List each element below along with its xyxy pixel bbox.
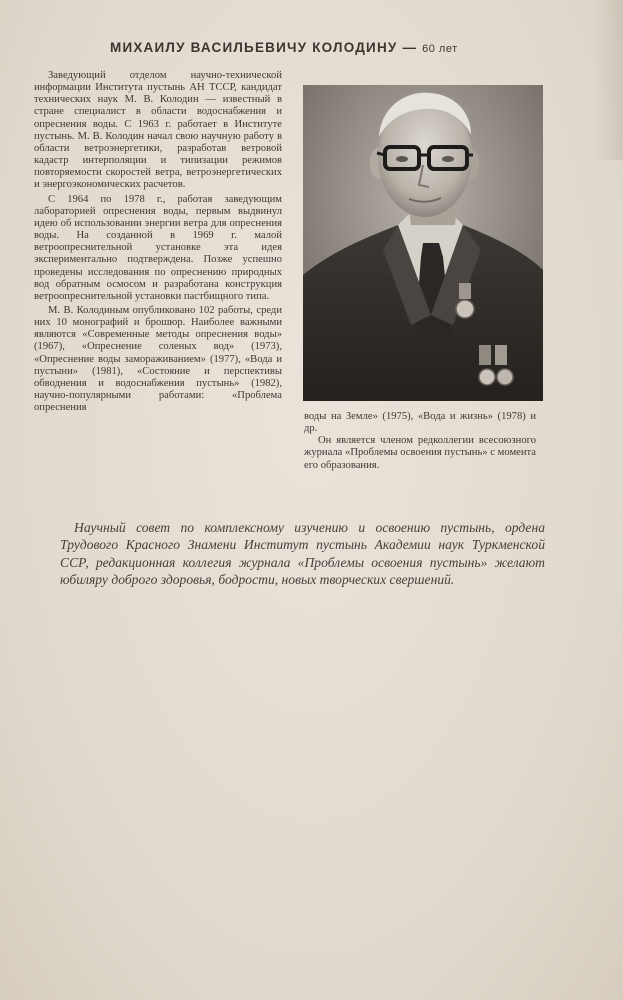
title-name: МИХАИЛУ ВАСИЛЬЕВИЧУ КОЛОДИНУ — <box>110 40 418 55</box>
greeting-text: Научный совет по комплексному изучению и освоению пустынь, ордена Трудового Красного Знамени Институт пустынь Академии наук Туркменской ССР, редакционная коллегия журнала «Проблемы освоения пустынь» желают юбиляру доброго здоровья, бодрости, новых творческих свершений. <box>60 520 545 588</box>
article-paragraph: Он является членом редколлегии всесоюзного журнала «Проблемы освоения пустынь» с момента его образования. <box>304 435 536 471</box>
title-age: 60 лет <box>422 43 458 55</box>
article-paragraph: С 1964 по 1978 г., работая заведующим лабораторией опреснения воды, первым выдвинул идею об использовании энергии ветра для опреснения воды. На созданной в 1969 г. малой ветроопреснительной установке эта идея экспериментально подтверждена. Позже успешно проведены исследования по опреснению природных вод обратным осмосом и разработана конструкция ветроопреснительной установки пастбищного типа. <box>34 193 282 302</box>
article-right-column <box>304 411 536 472</box>
article-left-column <box>34 70 282 414</box>
article-paragraph: воды на Земле» (1975), «Вода и жизнь» (1978) и др. <box>304 411 536 435</box>
page-title <box>110 40 530 55</box>
article-paragraph: Заведующий отделом научно-технической информации Института пустынь АН ТССР, кандидат технических наук М. В. Колодин — известный в стране специалист в области водоснабжения и опреснения воды. С 1963 г. работает в Институте пустынь. М. В. Колодин начал свою научную работу в области ветроэнергетики, разработав ветровой кадастр интерполяции и типизации режимов повторяемости скоростей ветра, ветроэнергетических и энергоэкономических расчетов. <box>34 70 282 191</box>
article-paragraph: М. В. Колодиным опубликовано 102 работы, среди них 10 монографий и брошюр. Наиболее важными являются «Современные методы опреснения воды» (1967), «Опреснение соленых вод» (1973), «Опреснение воды замораживанием» (1977), «Вода и пустыни» (1981), «Состояние и перспективы обводнения и водоснабжения пустынь» (1982), научно-популярными работами: «Проблема опреснения <box>34 304 282 414</box>
portrait-photo <box>303 85 543 401</box>
page-corner-shadow <box>593 0 623 160</box>
